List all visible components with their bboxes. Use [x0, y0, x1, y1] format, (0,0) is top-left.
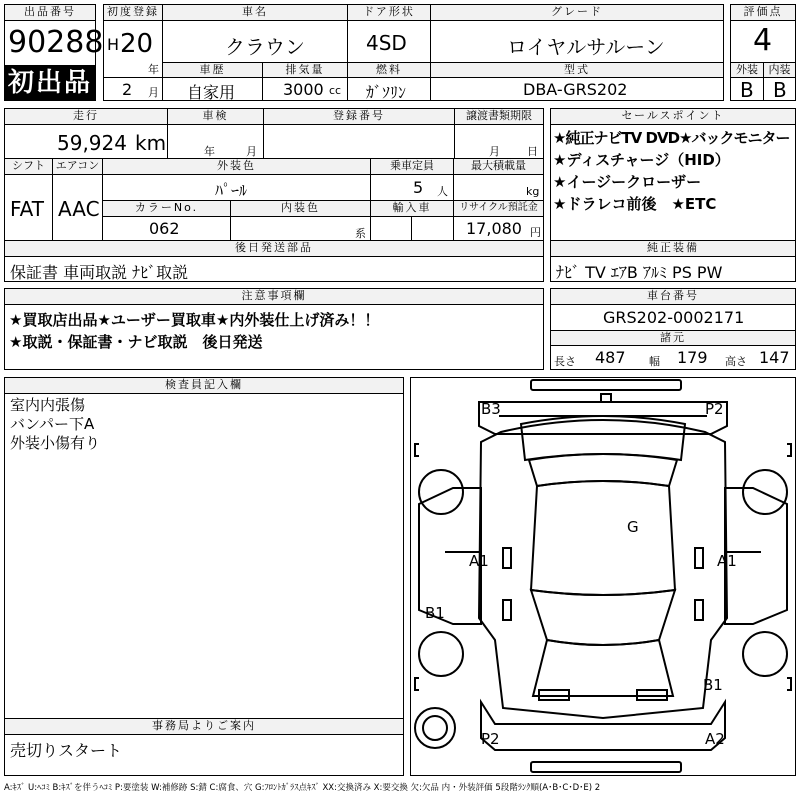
- dimensions-box: [550, 345, 796, 370]
- displacement-unit: cc: [329, 84, 342, 97]
- mark-a1-right: A1: [717, 552, 737, 570]
- inspection-label: 車検: [167, 108, 264, 125]
- damage-legend: A:ｷｽﾞ U:ﾍｺﾐ B:ｷｽﾞを伴うﾍｺﾐ P:要塗装 W:補修跡 S:錆 C:腐食、穴 G:ﾌﾛﾝﾄｶﾞﾗｽ点ｷｽﾞ XX:交換済み X:要交換 欠:欠品 内・外装評価 5段階ﾗﾝｸ順(A･B･C･D･E) 2: [4, 783, 601, 793]
- length: 487: [595, 348, 626, 367]
- sales-points-label: セールスポイント: [550, 108, 796, 125]
- lot-number: 90288: [8, 25, 104, 60]
- interior-score-label: 内装: [763, 62, 796, 79]
- later-parts: 保証書 車両取説 ﾅﾋﾞ取説: [10, 263, 189, 282]
- length-label: 長さ: [554, 355, 576, 368]
- transfer-box: [454, 124, 544, 159]
- reg-number-label: 登録番号: [263, 108, 455, 125]
- exterior-score-label: 外装: [730, 62, 764, 79]
- lot-number-box: [4, 20, 104, 66]
- front-bumper-bottom: [531, 762, 681, 772]
- left-handle-2: [503, 600, 511, 620]
- color-no-box: [102, 216, 231, 241]
- right-bracket-top: [787, 444, 791, 456]
- body-outline: [479, 420, 727, 718]
- recycle: 17,080: [466, 219, 522, 238]
- mileage-label: 走行: [4, 108, 168, 125]
- inspection-box: [167, 124, 264, 159]
- office-label: 事務局よりご案内: [4, 718, 404, 735]
- left-bracket-top: [415, 444, 419, 456]
- displacement-label: 排気量: [262, 62, 348, 79]
- recycle-label: リサイクル預託金: [453, 200, 544, 217]
- sales-point: ★ドラレコ前後 ★ETC: [553, 195, 717, 213]
- era-letter: H: [107, 35, 120, 54]
- car-name-label: 車名: [162, 4, 348, 21]
- office-note: 売切りスタート: [10, 741, 123, 760]
- grade-box: [430, 20, 724, 63]
- note-line: ★買取店出品★ユーザー買取車★内外装仕上げ済み！！: [9, 311, 380, 329]
- fuel-box: [347, 77, 431, 101]
- equipment-box: [550, 256, 796, 282]
- grade: ロイヤルサルーン: [507, 35, 665, 59]
- sales-point: ★ディスチャージ（HID）: [553, 151, 730, 169]
- wheel-front-right: [743, 632, 787, 676]
- door-type: 4SD: [366, 31, 407, 55]
- mark-b3: B3: [481, 400, 501, 418]
- capacity-label: 乗車定員: [370, 158, 454, 175]
- shift: FAT: [10, 197, 45, 221]
- later-parts-box: [4, 256, 544, 282]
- load-unit: kg: [526, 185, 540, 198]
- inspector-line: 外装小傷有り: [10, 434, 101, 452]
- color-box: [102, 174, 371, 201]
- reg-year: 20: [120, 29, 154, 59]
- capacity-box: [370, 174, 454, 201]
- note-line: ★取説・保証書・ナビ取説 後日発送: [9, 333, 263, 351]
- office-box: [4, 734, 404, 776]
- model-label: 型式: [430, 62, 724, 79]
- displacement-box: [262, 77, 348, 101]
- color-no: 062: [149, 219, 180, 238]
- notes-box: [4, 304, 544, 370]
- capacity-unit: 人: [437, 185, 448, 198]
- mileage-unit: km: [135, 131, 167, 155]
- right-handle: [695, 548, 703, 568]
- transfer-month-unit: 月: [489, 145, 500, 158]
- later-parts-label: 後日発送部品: [4, 240, 544, 257]
- import-box-1: [370, 216, 412, 241]
- model: DBA-GRS202: [523, 80, 628, 99]
- car-name: クラウン: [225, 35, 305, 59]
- equipment: ﾅﾋﾞ TV ｴｱB ｱﾙﾐ PS PW: [556, 263, 723, 282]
- first-listing-badge: 初出品: [4, 65, 96, 101]
- rear-bumper-top: [531, 380, 681, 390]
- wheel-rear-right: [743, 470, 787, 514]
- left-handle: [503, 548, 511, 568]
- mark-p2-top: P2: [705, 400, 724, 418]
- fuel-label: 燃料: [347, 62, 431, 79]
- reg-year-unit: 年: [148, 63, 159, 76]
- width: 179: [677, 348, 708, 367]
- reg-month: 2: [122, 80, 133, 99]
- sales-point: ★純正ナビTV DVD★バックモニター: [553, 129, 790, 147]
- spare-wheel: [415, 708, 455, 748]
- history-label: 車歴: [162, 62, 263, 79]
- grade-label: グレード: [430, 4, 724, 21]
- car-diagram: [410, 377, 796, 776]
- roof: [531, 481, 675, 595]
- import-label: 輸入車: [370, 200, 454, 217]
- lot-number-label: 出品番号: [4, 4, 96, 21]
- right-bracket-bottom: [787, 678, 791, 690]
- width-label: 幅: [649, 355, 660, 368]
- chassis-label: 車台番号: [550, 288, 796, 305]
- color: ﾊﾟｰﾙ: [215, 181, 248, 200]
- wheel-rear-left: [419, 470, 463, 514]
- right-handle-2: [695, 600, 703, 620]
- reg-month-unit: 月: [148, 86, 159, 99]
- interior-color-label: 内装色: [230, 200, 371, 217]
- mark-p2-bottom: P2: [481, 730, 500, 748]
- import-box-2: [411, 216, 454, 241]
- mark-a2: A2: [705, 730, 725, 748]
- capacity: 5: [413, 178, 424, 197]
- color-no-label: カラーNo.: [102, 200, 231, 217]
- history-box: [162, 77, 263, 101]
- mark-a1-left: A1: [469, 552, 489, 570]
- equipment-label: 純正装備: [550, 240, 796, 257]
- first-reg-year-box: [103, 20, 163, 78]
- load-box: [453, 174, 544, 201]
- exterior-score: B: [740, 78, 754, 102]
- score-label: 評価点: [730, 4, 796, 21]
- hood: [533, 640, 673, 696]
- mileage-box: [4, 124, 168, 159]
- sales-point: ★イージークローザー: [553, 173, 702, 191]
- interior-color-unit: 系: [355, 227, 366, 240]
- mileage: 59,924: [57, 131, 127, 155]
- sales-points-box: [550, 124, 796, 241]
- load-label: 最大積載量: [453, 158, 544, 175]
- recycle-unit: 円: [530, 226, 541, 239]
- ac-label: エアコン: [52, 158, 103, 175]
- inspector-line: 室内内張傷: [10, 396, 86, 414]
- chassis-number: GRS202-0002171: [603, 308, 745, 327]
- ac: AAC: [58, 197, 100, 221]
- inspection-month-unit: 月: [246, 145, 257, 158]
- dimensions-label: 諸元: [550, 330, 796, 346]
- rear-plate-mark: [601, 394, 611, 402]
- car-name-box: [162, 20, 348, 63]
- notes-label: 注意事項欄: [4, 288, 544, 305]
- shift-label: シフト: [4, 158, 53, 175]
- inspection-year-unit: 年: [204, 145, 215, 158]
- displacement: 3000: [283, 80, 324, 99]
- history: 自家用: [187, 83, 236, 102]
- inspector-label: 検査員記入欄: [4, 377, 404, 394]
- exterior-score-box: [730, 77, 764, 101]
- left-bracket-bottom: [415, 678, 419, 690]
- chassis-box: [550, 304, 796, 331]
- interior-score-box: [763, 77, 796, 101]
- height-label: 高さ: [725, 355, 747, 368]
- mark-b1-left: B1: [425, 604, 445, 622]
- model-box: [430, 77, 724, 101]
- car-diagram-svg: [411, 378, 795, 775]
- transfer-day-unit: 日: [527, 145, 538, 158]
- inspector-line: バンパー下A: [10, 415, 95, 433]
- score-box: [730, 20, 796, 63]
- reg-number-box: [263, 124, 455, 159]
- wheel-front-left: [419, 632, 463, 676]
- mark-b1-right: B1: [703, 676, 723, 694]
- height: 147: [759, 348, 790, 367]
- mark-g: G: [627, 518, 639, 536]
- shift-box: [4, 174, 53, 241]
- color-label: 外装色: [102, 158, 371, 175]
- score: 4: [753, 23, 773, 58]
- spare-wheel-inner: [423, 716, 447, 740]
- first-reg-label: 初度登録: [103, 4, 163, 21]
- inspector-box: [4, 393, 404, 719]
- interior-score: B: [773, 78, 787, 102]
- recycle-box: [453, 216, 544, 241]
- ac-box: [52, 174, 103, 241]
- interior-color-box: [230, 216, 371, 241]
- transfer-label: 譲渡書類期限: [454, 108, 544, 125]
- door-box: [347, 20, 431, 63]
- windshield: [531, 590, 675, 645]
- door-label: ドア形状: [347, 4, 431, 21]
- fuel: ｶﾞｿﾘﾝ: [366, 83, 407, 102]
- first-reg-month-box: [103, 77, 163, 101]
